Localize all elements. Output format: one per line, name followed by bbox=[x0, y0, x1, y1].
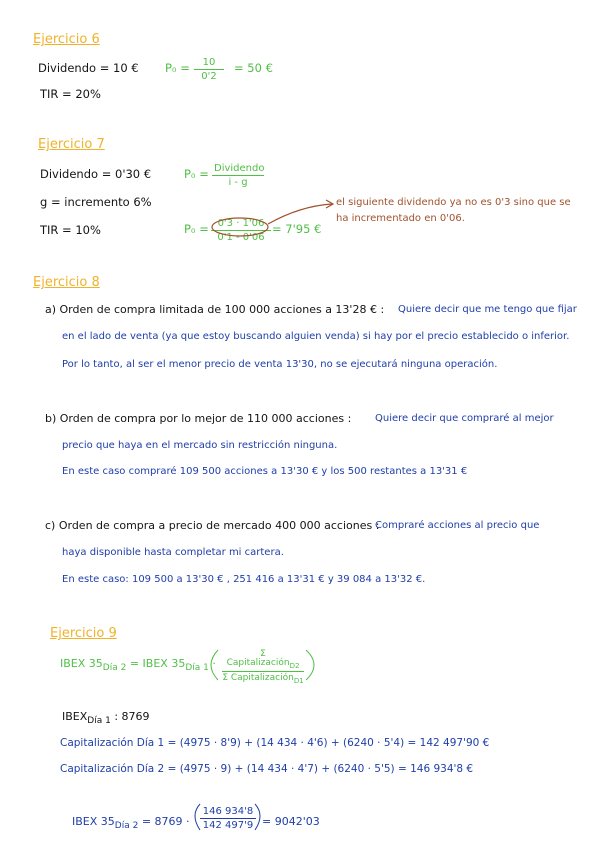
ej7-g: g = incremento 6% bbox=[40, 195, 152, 209]
ej8-b-text: b) Orden de compra por lo mejor de 110 000 acciones : bbox=[45, 412, 352, 425]
ej7-note-line2: ha incrementado en 0'06. bbox=[336, 213, 465, 224]
ej8-b-line3: En este caso compraré 109 500 acciones a 13'30 € y los 500 restantes a 13'31 € bbox=[62, 466, 468, 477]
ej6-p0-num: 10 bbox=[194, 58, 224, 70]
ej9-formula-eq: = IBEX 35 bbox=[129, 657, 186, 670]
ej9-formula-num-sub: D2 bbox=[289, 661, 300, 670]
ej7-note-line1: el siguiente dividendo ya no es 0'3 sino que se bbox=[336, 197, 571, 208]
ej9-formula-den bbox=[222, 672, 304, 685]
ej9-cap-d2: Capitalización Día 2 = (4975 · 9) + (14 434 · 4'7) + (6240 · 5'5) = 146 934'8 € bbox=[60, 763, 474, 775]
ej8-a-line2: en el lado de venta (ya que estoy buscando alguien venda) si hay por el precio establecido o inferior. bbox=[62, 331, 570, 342]
ej9-formula-rhs-sub: Día 1 bbox=[185, 663, 209, 674]
ej6-p0-den: 0'2 bbox=[201, 71, 217, 82]
ej7-p0-den: 0'1 - 0'06 bbox=[217, 232, 265, 243]
ej7-formula-label: P₀ = bbox=[184, 167, 209, 181]
ej9-formula-lhs-sub: Día 2 bbox=[102, 663, 127, 674]
ej8-c-text: c) Orden de compra a precio de mercado 400 000 acciones : bbox=[45, 519, 380, 532]
ej8-title: Ejercicio 8 bbox=[33, 275, 100, 290]
ej9-formula-den-sub: D1 bbox=[293, 676, 304, 685]
ej7-tir: TIR = 10% bbox=[40, 223, 101, 237]
ej9-final-den: 142 497'9 bbox=[202, 820, 254, 831]
ej7-p0-num: 0'3 · 1'06 bbox=[211, 219, 271, 231]
ej9-ibex-d1 bbox=[62, 711, 150, 726]
ej8-a-line1: Quiere decir que me tengo que fijar bbox=[398, 304, 577, 315]
ej8-b-line2: precio que haya en el mercado sin restricción ninguna. bbox=[62, 440, 338, 451]
ej6-p0-result: = 50 € bbox=[234, 61, 273, 75]
ej8-a-text: a) Orden de compra limitada de 100 000 acciones a 13'28 € : bbox=[45, 303, 385, 316]
ej9-final-eq: = 8769 · bbox=[141, 815, 190, 828]
ej9-ibex-d1-sub: Día 1 bbox=[87, 716, 111, 727]
ej9-formula-den-text: Σ Capitalización bbox=[222, 672, 294, 683]
ej9-paren-right bbox=[306, 650, 314, 680]
ej8-c-line2: haya disponible hasta completar mi cartera. bbox=[62, 547, 284, 558]
ej7-dividendo: Dividendo = 0'30 € bbox=[40, 167, 152, 181]
ej6-tir: TIR = 20% bbox=[40, 87, 101, 101]
ej6-dividendo: Dividendo = 10 € bbox=[38, 61, 139, 75]
ej6-title: Ejercicio 6 bbox=[33, 32, 100, 47]
ej9-final-result: = 9042'03 bbox=[262, 815, 320, 828]
ej9-formula-num bbox=[222, 650, 304, 672]
ej7-arrow-line bbox=[268, 204, 332, 224]
ej7-formula-den: i - g bbox=[228, 177, 248, 188]
ej7-p0-label: P₀ = bbox=[184, 222, 209, 236]
ej8-a-line3: Por lo tanto, al ser el menor precio de venta 13'30, no se ejecutará ninguna operación. bbox=[62, 359, 498, 370]
ej9-formula-fraction bbox=[222, 650, 304, 685]
ej9-final-lhs-text: IBEX 35 bbox=[72, 815, 115, 828]
ej9-ibex-d1-text: IBEX bbox=[62, 710, 88, 723]
ej9-formula-dot: · bbox=[212, 657, 216, 670]
ej9-ibex-d1-val: : 8769 bbox=[114, 710, 150, 723]
ej7-highlight-circle bbox=[212, 218, 268, 236]
ej6-p0-label: P₀ = bbox=[165, 61, 190, 75]
ej9-final-lhs-sub: Día 2 bbox=[114, 821, 139, 832]
ej9-cap-d1: Capitalización Día 1 = (4975 · 8'9) + (14 434 · 4'6) + (6240 · 5'4) = 142 497'90 € bbox=[60, 737, 490, 749]
ej7-formula-num: Dividendo bbox=[214, 163, 265, 174]
ej7-title: Ejercicio 7 bbox=[38, 137, 105, 152]
ej8-c-line3: En este caso: 109 500 a 13'30 € , 251 416 a 13'31 € y 39 084 a 13'32 €. bbox=[62, 574, 426, 585]
ej8-c-line1: Compraré acciones al precio que bbox=[375, 520, 540, 531]
ej9-formula-lhs bbox=[60, 658, 216, 673]
ej9-final-lhs bbox=[72, 816, 190, 831]
ej7-p0-result: = 7'95 € bbox=[272, 222, 322, 236]
ej9-title: Ejercicio 9 bbox=[50, 626, 117, 641]
ej8-b-line1: Quiere decir que compraré al mejor bbox=[375, 413, 554, 424]
ej9-final-fraction bbox=[200, 807, 256, 831]
ej9-formula-num-text: Σ Capitalización bbox=[226, 649, 290, 668]
ej9-final-num: 146 934'8 bbox=[200, 807, 256, 819]
ej9-formula-lhs-text: IBEX 35 bbox=[60, 657, 103, 670]
